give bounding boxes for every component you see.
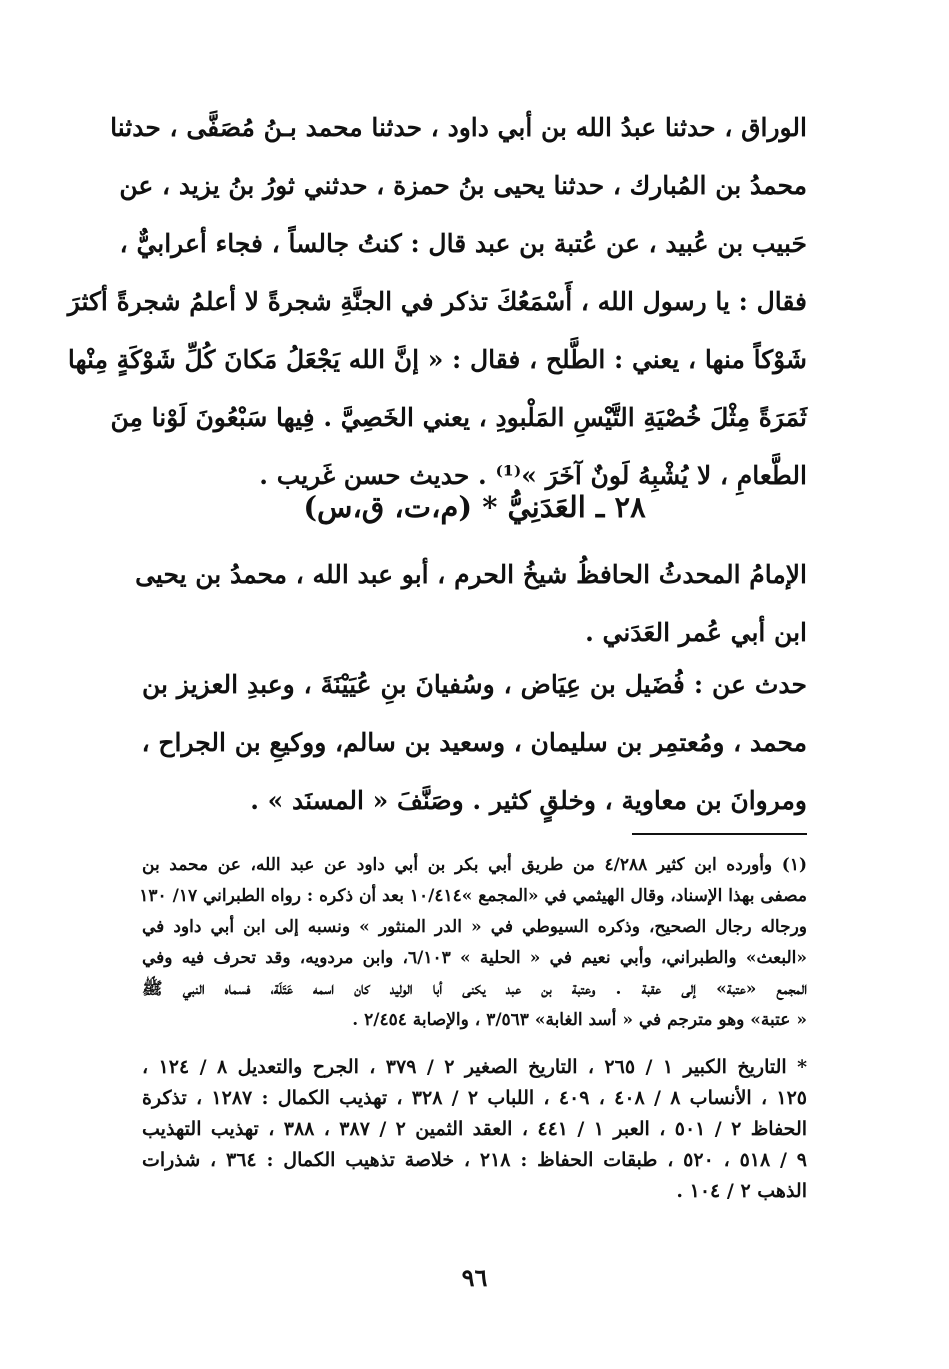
text-line: محمدُ بن المُبارك ، حدثنا يحيى بنُ حمزة ، حدثني ثورُ بنُ يزيد ، عن bbox=[119, 171, 807, 200]
text-line: محمد ، ومُعتمِر بن سليمان ، وسعيد بن سالم، ووكيعِ بن الجراح ، bbox=[141, 728, 807, 757]
text-line: الطَّعامِ ، لا يُشْبِهُ لَونٌ آخَرَ »⁽¹⁾ . حديث حسن غَريب . bbox=[259, 461, 807, 490]
text-line: شَوْكاً منها ، يعني : الطَّلح ، فقال : « إنَّ الله يَجْعَلُ مَكانَ كُلِّ شَوْكَةٍ مِنْها bbox=[67, 345, 807, 374]
text-line: ابن أبي عُمر العَدَني . bbox=[585, 618, 807, 647]
biography-heading: ٢٨ ـ العَدَنِيُّ * (م،ت، ق،س) bbox=[303, 490, 646, 524]
page-number: ٩٦ bbox=[461, 1263, 488, 1292]
footnote-line: * التاريخ الكبير ١ / ٢٦٥ ، التاريخ الصغير ٢ / ٣٧٩ ، الجرح والتعديل ٨ / ١٢٤ ، bbox=[142, 1056, 808, 1078]
footnote-line: ٩ / ٥١٨ ، ٥٢٠ ، طبقات الحفاظ : ٢١٨ ، خلاصة تذهيب الكمال : ٣٦٤ ، شذرات bbox=[142, 1149, 807, 1171]
text-line: حَبيب بن عُبيد ، عن عُتبة بن عبد قال : كنتُ جالساً ، فجاء أعرابيٌّ ، bbox=[119, 229, 807, 258]
footnote-line: (١) وأورده ابن كثير ٤/٢٨٨ من طريق أبي بكر بن أبي داود عن عبد الله، عن محمد بن bbox=[142, 855, 807, 875]
footnote-line: مصفى بهذا الإسناد، وقال الهيثمي في «المجمع »١٠/٤١٤ بعد أن ذكره : رواه الطبراني ١٧/ ١٣٠ bbox=[139, 886, 807, 906]
text-line: ثَمَرَةً مِثْلَ خُصْيَةِ التَّيْسِ المَلْبودِ ، يعني الخَصِيَّ . فِيها سَبْعُونَ لَوْنا مِنَ bbox=[110, 403, 807, 432]
teachers-paragraph bbox=[142, 656, 807, 830]
footnote-line: « عتبة» وهو مترجم في « أسد الغابة» ٣/٥٦٣ ، والإصابة ٢/٤٥٤ . bbox=[352, 1010, 807, 1030]
footnote-line: ورجاله رجال الصحيح، وذكره السيوطي في « الدر المنثور » ونسبه إلى ابن أبي داود في bbox=[142, 917, 807, 937]
footnote-divider bbox=[632, 833, 807, 835]
footnote-line: الحفاظ ٢ / ٥٠١ ، العبر ١ / ٤٤١ ، العقد الثمين ٢ / ٣٨٧ ، ٣٨٨ ، تهذيب التهذيب bbox=[142, 1118, 808, 1140]
text-line: الوراق ، حدثنا عبدُ الله بن أبي داود ، حدثنا محمد بـنُ مُصَفَّى ، حدثنا bbox=[110, 113, 807, 142]
hadith-paragraph bbox=[67, 99, 807, 505]
footnote-1 bbox=[139, 850, 807, 1036]
footnote-line: ١٢٥ ، الأنساب ٨ / ٤٠٨ ، ٤٠٩ ، اللباب ٢ / ٣٢٨ ، تهذيب الكمال : ١٢٨٧ ، تذكرة bbox=[142, 1087, 807, 1109]
text-line: حدث عن : فُضَيل بن عِيَاض ، وسُفيانَ بنِ عُيَيْنَةَ ، وعبدِ العزيز بن bbox=[142, 670, 807, 699]
footnote-line: الذهب ٢ / ١٠٤ . bbox=[676, 1180, 807, 1202]
footnote-sources bbox=[142, 1052, 807, 1207]
footnote-line: «البعث» والطبراني، وأبي نعيم في « الحلية » ٦/١٠٣، وابن مردويه، وقد تحرف فيه وفي bbox=[142, 948, 807, 968]
text-line: ومروانَ بن معاوية ، وخلقٍ كثير . وصَنَّفَ « المسنَد » . bbox=[250, 786, 807, 815]
text-line: فقال : يا رسول الله ، أَسْمَعُكَ تذكر في الجنَّةِ شجرةً لا أعلمُ شجرةً أكثرَ bbox=[67, 287, 807, 316]
biography-intro-paragraph bbox=[135, 546, 807, 662]
footnote-line: المجمع «عتبة» إلى عقبة . وعتبة بن عبد يكنى أبا الوليد كان اسمه عَتَلَة، فسماه النبي ﷺ bbox=[142, 979, 807, 999]
text-line: الإمامُ المحدثُ الحافظُ شيخُ الحرم ، أبو عبد الله ، محمدُ بن يحيى bbox=[135, 560, 807, 589]
